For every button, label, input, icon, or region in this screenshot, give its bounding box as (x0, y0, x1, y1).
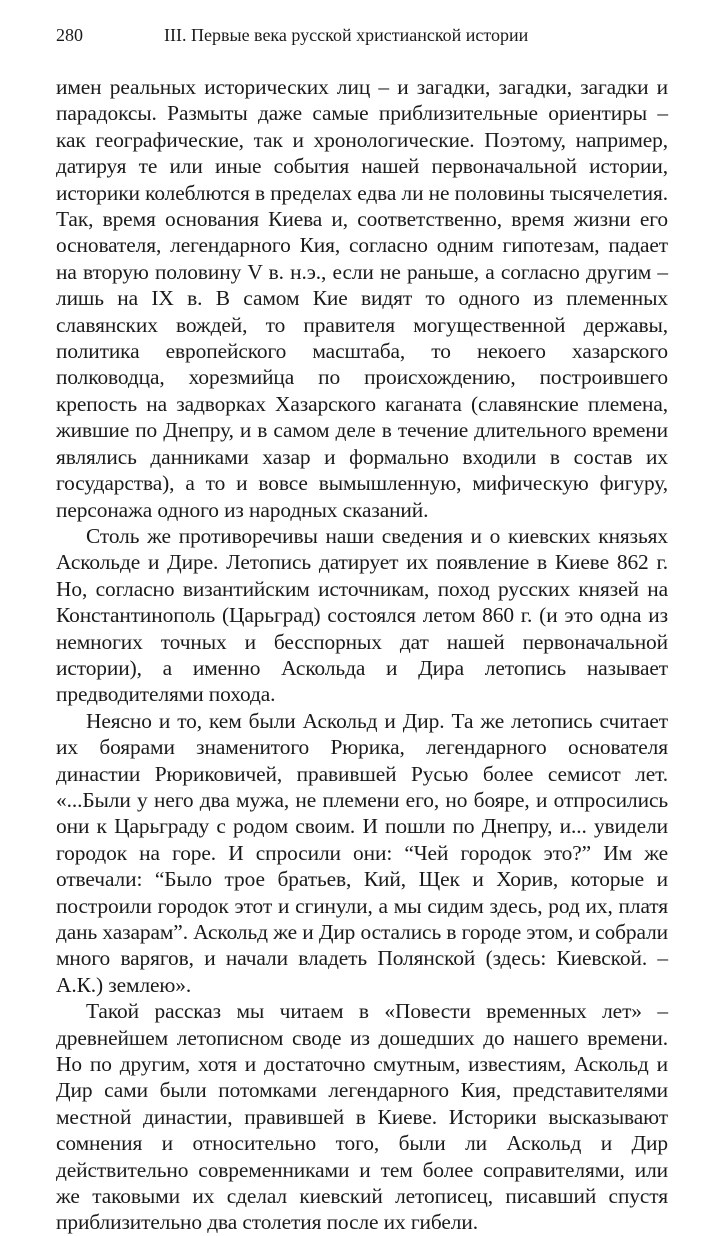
book-page (56, 20, 668, 1236)
paragraph-chronicle-quote: Неясно и то, кем были Аскольд и Дир. Та же летопись считает их боярами знаменитого Рюрика, легендарного основателя династии Рюриковичей, правившей Русью более семисот лет. «...Были у него два мужа, не племени его, но бояре, и отпросились они к Царьграду с родом своим. И пошли по Днепру, и... увидели городок на горе. И спросили они: “Чей городок это?” Им же отвечали: “Было трое братьев, Кий, Щек и Хорив, которые и построили городок этот и сгинули, а мы сидим здесь, род их, платя дань хазарам”. Аскольд же и Дир остались в городе этом, и собрали много варягов, и начали владеть Полянской (здесь: Киевской. – А.К.) землею». (56, 708, 668, 997)
page-number: 280 (56, 25, 83, 45)
paragraph-continued: имен реальных исторических лиц – и загадки, загадки, загадки и парадоксы. Размыты даже самые приблизительные ориентиры – как географические, так и хронологические. Поэтому, например, датируя те или иные события нашей первоначальной истории, историки колеблются в пределах едва ли не половины тысячелетия. Так, время основания Киева и, соответственно, время жизни его основателя, легендарного Кия, согласно одним гипотезам, падает на вторую половину V в. н.э., если не раньше, а согласно другим – лишь на IX в. В самом Кие видят то одного из племенных славянских вождей, то правителя могущественной державы, политика европейского масштаба, то некоего хазарского полководца, хорезмийца по происхождению, построившего крепость на задворках Хазарского каганата (славянские племена, жившие по Днепру, и в самом деле в течение длительного времени являлись данниками хазар и формально входили в состав их государства), а то и вовсе вымышленную, мифическую фигуру, персонажа одного из народных сказаний. (56, 75, 668, 522)
body-text (56, 74, 668, 1236)
running-header (56, 20, 668, 50)
paragraph-tale-of-bygone-years: Такой рассказ мы читаем в «Повести временных лет» – древнейшем летописном своде из дошедших до нашего времени. Но по другим, хотя и достаточно смутным, известиям, Аскольд и Дир сами были потомками легендарного Кия, представителями местной династии, правившей в Киеве. Историки высказывают сомнения и относительно того, были ли Аскольд и Дир действительно современниками и тем более соправителями, или же таковыми их сделал киевский летописец, писавший спустя приблизительно два столетия после их гибели. (56, 999, 668, 1235)
paragraph-askold-dir-dates: Столь же противоречивы наши сведения и о киевских князьях Аскольде и Дире. Летопись датирует их появление в Киеве 862 г. Но, согласно византийским источникам, поход русских князей на Константинополь (Царьград) состоялся летом 860 г. (и это одна из немногих точных и бесспорных дат нашей первоначальной истории), а именно Аскольда и Дира летопись называет предводителями похода. (56, 523, 668, 707)
chapter-title: III. Первые века русской христианской истории (164, 25, 529, 45)
